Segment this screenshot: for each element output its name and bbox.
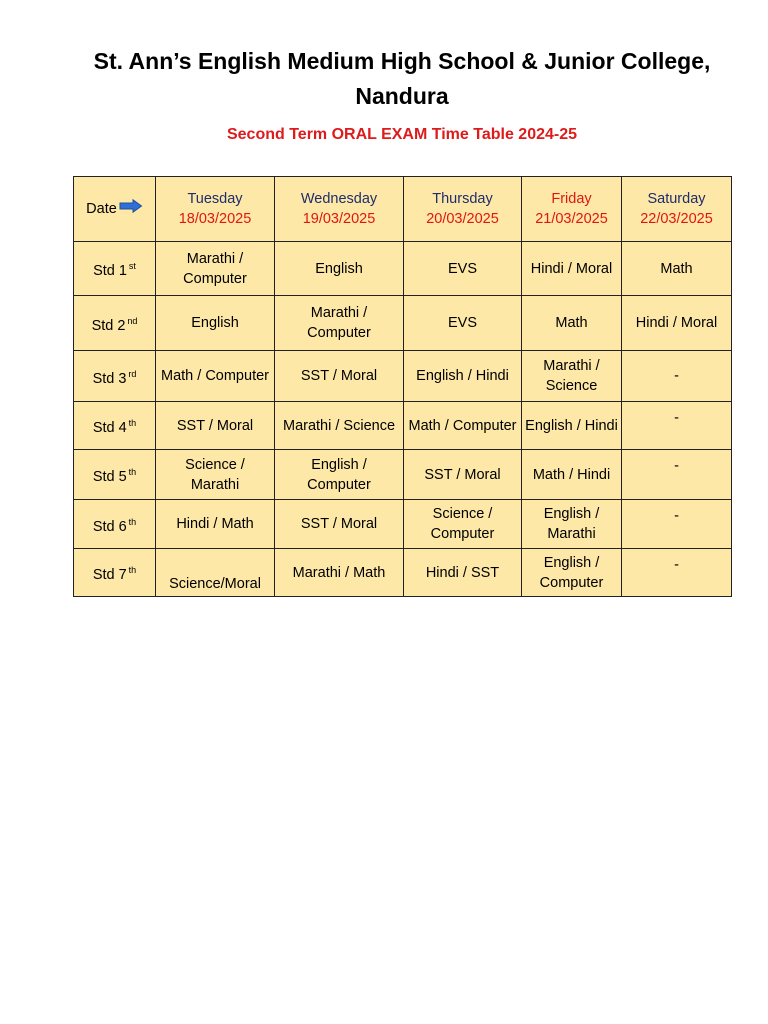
school-name (40, 44, 764, 114)
day-name: Wednesday (300, 191, 378, 207)
subject-cell: Marathi / Computer (275, 296, 404, 351)
std-label: Std 5 $^{th}$ (74, 450, 156, 500)
subject-cell: Hindi / Moral (622, 296, 732, 351)
day-name: Saturday (647, 191, 706, 207)
day-date: 22/03/2025 (640, 211, 713, 227)
day-name: Tuesday (187, 191, 243, 207)
right-arrow-icon (119, 199, 143, 219)
subject-cell: - (622, 500, 732, 549)
subject-cell: EVS (404, 296, 522, 351)
subject-cell: SST / Moral (404, 450, 522, 500)
day-header-saturday (622, 177, 732, 242)
table-row-std-3 (74, 351, 732, 402)
day-header-friday (522, 177, 622, 242)
subject-cell: SST / Moral (156, 402, 275, 450)
subject-cell: Marathi / Math (275, 549, 404, 597)
subject-cell: Hindi / SST (404, 549, 522, 597)
std-label: Std 3 $^{rd}$ (74, 351, 156, 402)
subject-cell: Marathi / Science (275, 402, 404, 450)
subject-cell: Math (622, 242, 732, 296)
table-row-std-7 (74, 549, 732, 597)
subject-cell: EVS (404, 242, 522, 296)
subject-cell: Marathi / Science (522, 351, 622, 402)
std-label: Std 1 $^{st}$ (74, 242, 156, 296)
subject-cell: English / Hindi (404, 351, 522, 402)
subject-cell: English / Marathi (522, 500, 622, 549)
exam-timetable (73, 176, 732, 597)
subject-cell: SST / Moral (275, 500, 404, 549)
school-name-line1: St. Ann’s English Medium High School & Junior College, (93, 48, 711, 74)
day-header-tuesday (156, 177, 275, 242)
day-date: 20/03/2025 (426, 211, 499, 227)
day-header-wednesday (275, 177, 404, 242)
timetable-title: Second Term ORAL EXAM Time Table 2024-25 (226, 126, 578, 143)
subject-cell: Hindi / Math (156, 500, 275, 549)
date-label: Date (86, 200, 117, 217)
std-label: Std 7 $^{th}$ (74, 549, 156, 597)
day-name: Thursday (432, 191, 493, 207)
subject-cell: Math / Computer (156, 351, 275, 402)
subject-cell: - (622, 402, 732, 450)
subject-cell: English (156, 296, 275, 351)
subject-cell: Science / Computer (404, 500, 522, 549)
school-name-line2: Nandura (355, 83, 449, 109)
day-date: 21/03/2025 (535, 211, 608, 227)
subject-cell: English (275, 242, 404, 296)
table-row-std-5 (74, 450, 732, 500)
day-header-thursday (404, 177, 522, 242)
table-row-std-2 (74, 296, 732, 351)
subject-cell: - (622, 450, 732, 500)
subject-cell: Hindi / Moral (522, 242, 622, 296)
subject-cell: English / Computer (275, 450, 404, 500)
table-row-std-6 (74, 500, 732, 549)
subject-cell: English / Computer (522, 549, 622, 597)
table-row-std-4 (74, 402, 732, 450)
subject-cell: Math / Hindi (522, 450, 622, 500)
day-date: 18/03/2025 (178, 211, 252, 227)
subject-cell: English / Hindi (522, 402, 622, 450)
subject-cell: Math (522, 296, 622, 351)
header-row (74, 177, 732, 242)
table-row-std-1 (74, 242, 732, 296)
std-label: Std 4 $^{th}$ (74, 402, 156, 450)
subject-cell: - (622, 351, 732, 402)
subject-cell: - (622, 549, 732, 597)
subject-cell: Math / Computer (404, 402, 522, 450)
std-label: Std 6 $^{th}$ (74, 500, 156, 549)
std-label: Std 2 $^{nd}$ (74, 296, 156, 351)
subject-cell: Science / Marathi (156, 450, 275, 500)
date-header-cell (74, 177, 156, 242)
day-name: Friday (551, 191, 592, 207)
subject-cell: Science/Moral (156, 549, 275, 597)
day-date: 19/03/2025 (302, 211, 376, 227)
subject-cell: Marathi / Computer (156, 242, 275, 296)
subject-cell: SST / Moral (275, 351, 404, 402)
